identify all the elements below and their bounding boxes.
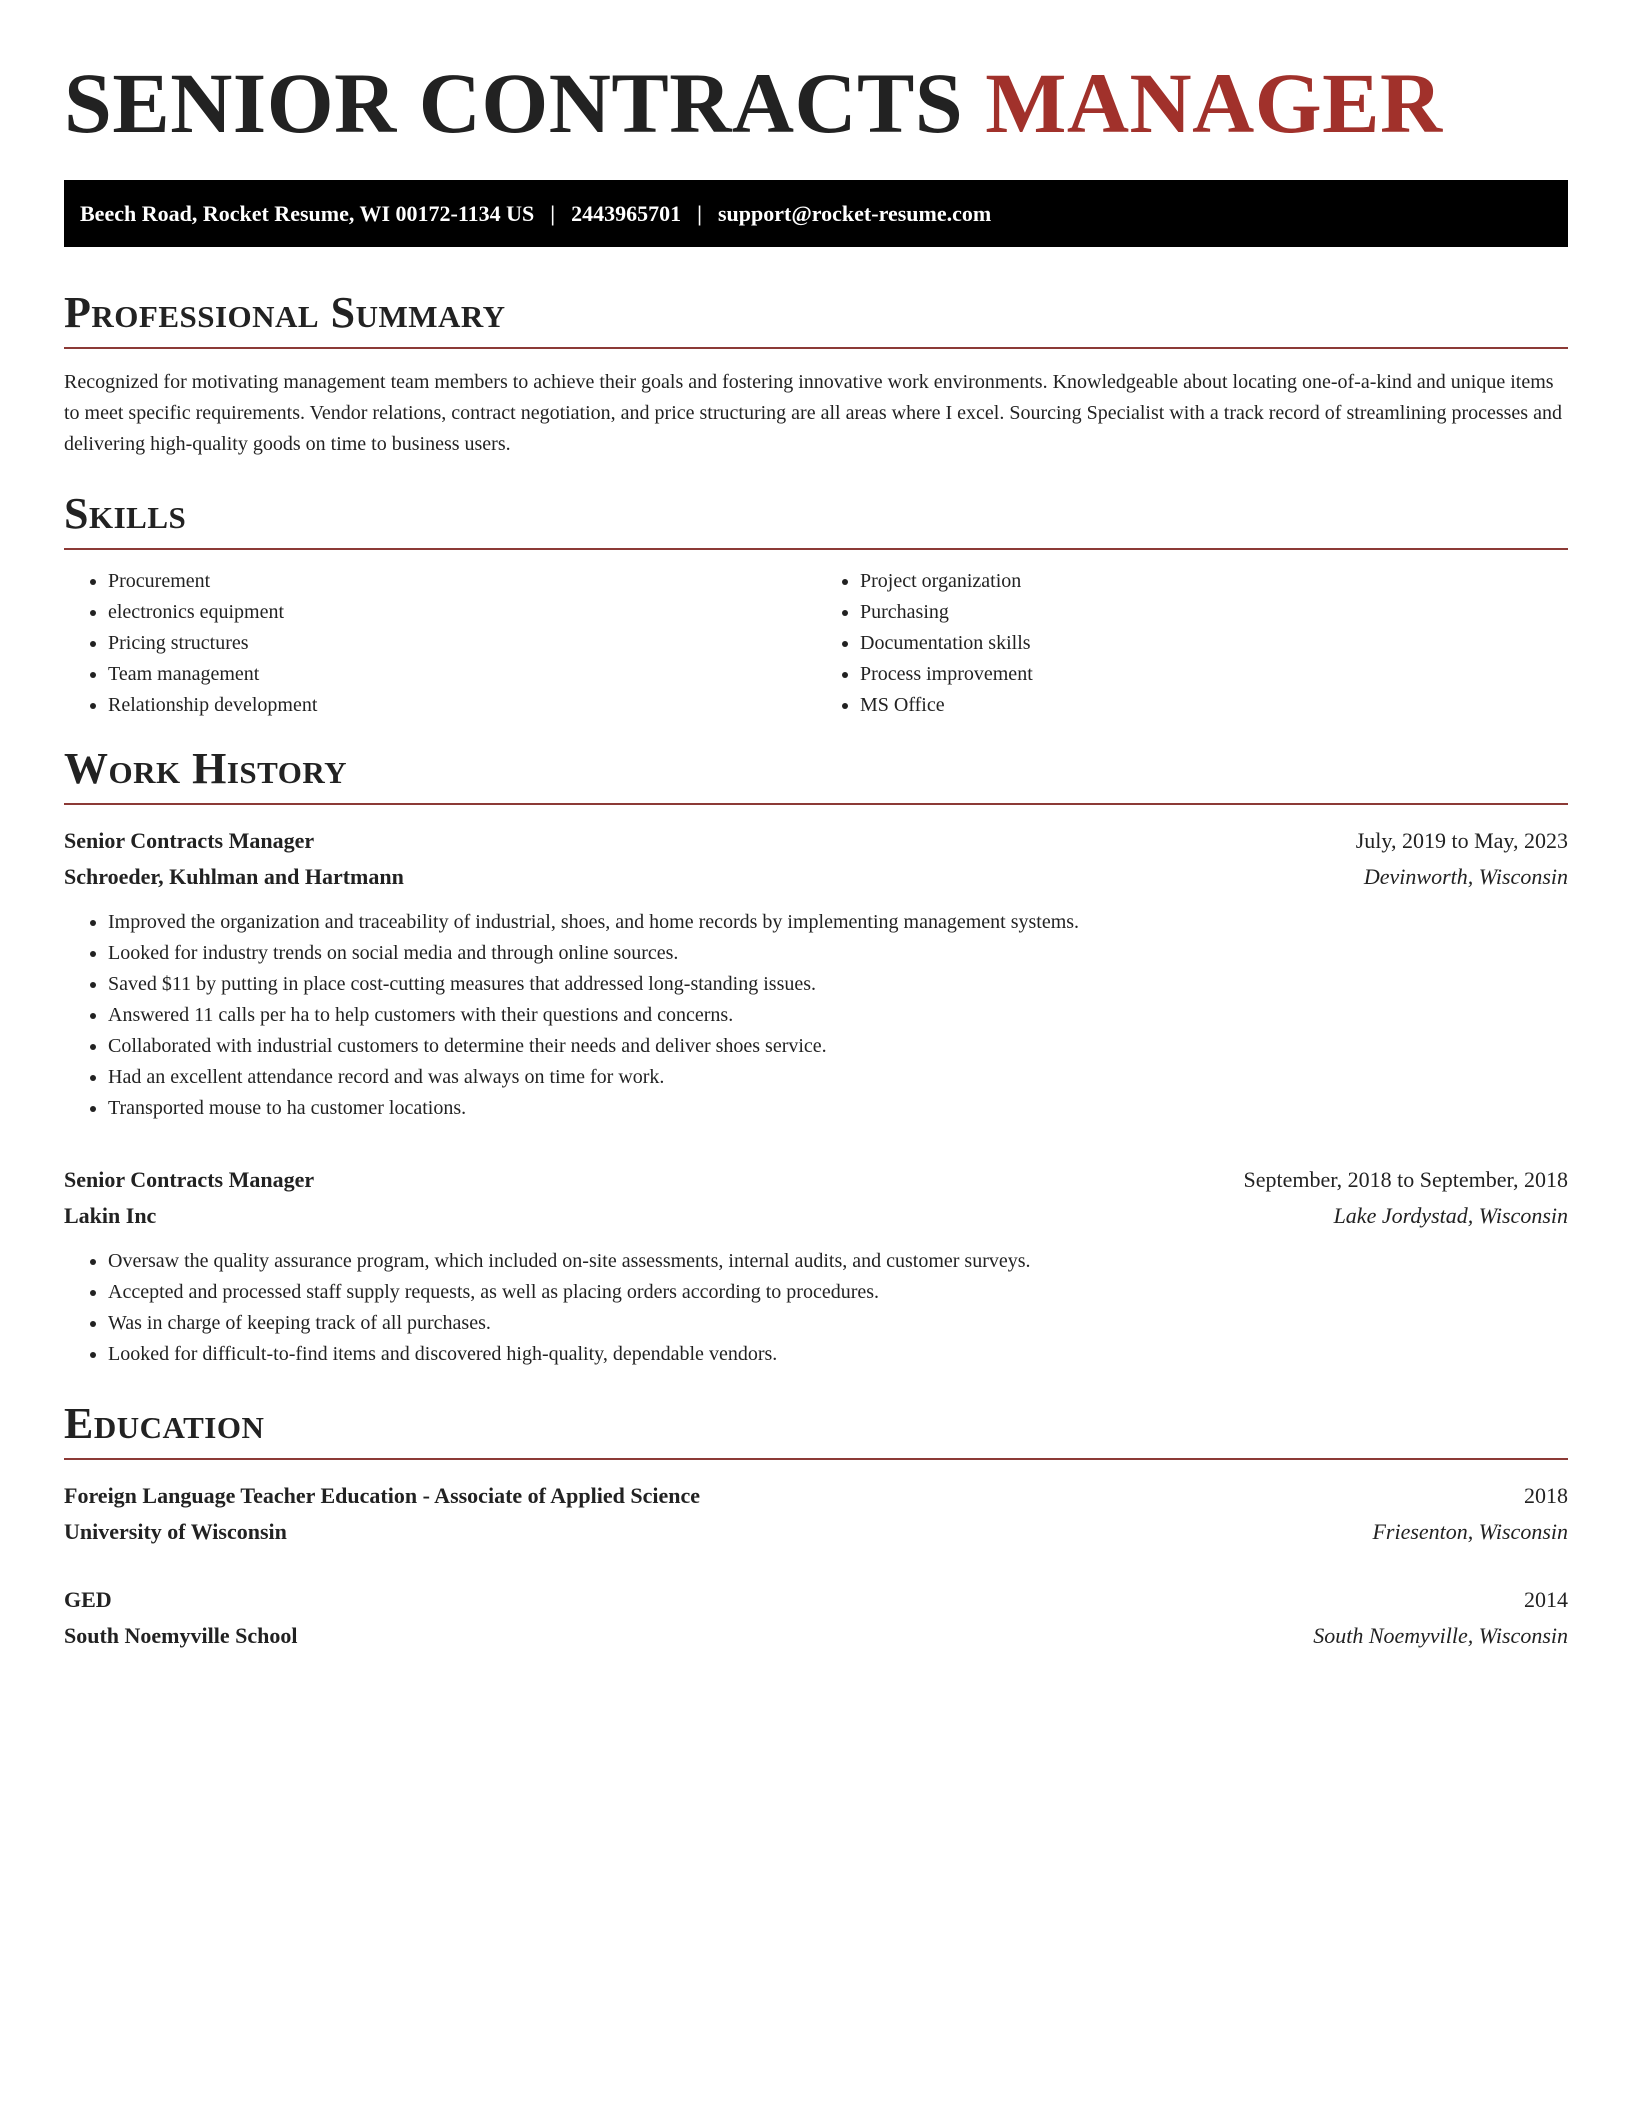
job-bullet: • Transported mouse to ha customer locations. (108, 1093, 1568, 1124)
job-company: Schroeder, Kuhlman and Hartmann (64, 864, 404, 889)
education-school-row (64, 1618, 1568, 1654)
job-bullet: • Looked for difficult-to-find items and discovered high-quality, dependable vendors. (108, 1339, 1568, 1370)
skills-grid (64, 566, 1568, 721)
skills-column-left (64, 566, 816, 721)
job-company-row (64, 859, 1568, 895)
job-bullet: • Answered 11 calls per ha to help customers with their questions and concerns. (108, 1000, 1568, 1031)
skill-item: • Team management (108, 659, 816, 690)
job-title: Senior Contracts Manager (64, 828, 315, 853)
job-bullet: • Collaborated with industrial customers to determine their needs and deliver shoes service. (108, 1031, 1568, 1062)
job-bullet: • Saved $11 by putting in place cost-cutting measures that addressed long-standing issues. (108, 969, 1568, 1000)
job-bullet: • Improved the organization and traceability of industrial, shoes, and home records by implementing management systems. (108, 907, 1568, 938)
skill-item: • electronics equipment (108, 597, 816, 628)
education-degree: GED (64, 1587, 112, 1612)
education-entry (64, 1582, 1568, 1654)
section-divider (64, 347, 1568, 349)
section-divider (64, 1458, 1568, 1460)
contact-phone: 2443965701 (571, 200, 682, 226)
education-section (64, 1398, 1568, 1654)
education-degree: Foreign Language Teacher Education - Associate of Applied Science (64, 1483, 700, 1508)
job-bullet: • Had an excellent attendance record and was always on time for work. (108, 1062, 1568, 1093)
education-location: Friesenton, Wisconsin (1372, 1519, 1568, 1544)
resume-name (64, 50, 1568, 156)
skills-column-right (816, 566, 1568, 721)
job-bullet: • Oversaw the quality assurance program, which included on-site assessments, internal audits, and customer surveys. (108, 1246, 1568, 1277)
skill-item: • Project organization (860, 566, 1568, 597)
skill-item: • Process improvement (860, 659, 1568, 690)
summary-section (64, 287, 1568, 460)
section-divider (64, 803, 1568, 805)
job-header-row (64, 823, 1568, 859)
contact-address: Beech Road, Rocket Resume, WI 00172-1134 US (80, 200, 535, 226)
skill-item: • MS Office (860, 690, 1568, 721)
contact-email: support@rocket-resume.com (717, 200, 992, 226)
section-divider (64, 548, 1568, 550)
education-school: South Noemyville School (64, 1623, 298, 1648)
skills-section (64, 488, 1568, 721)
job-bullet: • Looked for industry trends on social media and through online sources. (108, 938, 1568, 969)
job-bullets (64, 1246, 1568, 1370)
education-entry (64, 1478, 1568, 1550)
section-title-work-history: Work History (64, 744, 348, 793)
section-title-summary: Professional Summary (64, 288, 506, 337)
skill-item: • Documentation skills (860, 628, 1568, 659)
education-location: South Noemyville, Wisconsin (1313, 1623, 1568, 1648)
job-location: Lake Jordystad, Wisconsin (1333, 1203, 1568, 1228)
education-year: 2014 (1524, 1587, 1568, 1612)
job-dates: July, 2019 to May, 2023 (1355, 828, 1568, 853)
education-school: University of Wisconsin (64, 1519, 287, 1544)
job-bullet: • Was in charge of keeping track of all purchases. (108, 1308, 1568, 1339)
job-company-row (64, 1198, 1568, 1234)
work-history-section (64, 743, 1568, 1370)
job-location: Devinworth, Wisconsin (1363, 864, 1568, 889)
education-header-row (64, 1478, 1568, 1514)
education-year: 2018 (1524, 1483, 1568, 1508)
contact-separator: | (550, 200, 556, 226)
job-entry (64, 1162, 1568, 1370)
section-title-skills: Skills (64, 489, 187, 538)
contact-separator: | (697, 200, 702, 226)
name-first-part: SENIOR CONTRACTS (64, 55, 964, 151)
job-bullet: • Accepted and processed staff supply requests, as well as placing orders according to procedures. (108, 1277, 1568, 1308)
skill-item: • Relationship development (108, 690, 816, 721)
name-last-part: MANAGER (985, 55, 1443, 151)
job-entry (64, 823, 1568, 1124)
summary-text: Recognized for motivating management team members to achieve their goals and fostering innovative work environments. Knowledgeable about locating one-of-a-kind and unique items to meet specific requirements. Vendor relations, contract negotiation, and price structuring are all areas where I excel. Sourcing Specialist with a track record of streamlining processes and delivering high-quality goods on time to business users. (64, 371, 1562, 455)
job-dates: September, 2018 to September, 2018 (1243, 1167, 1568, 1192)
skill-item: • Procurement (108, 566, 816, 597)
job-company: Lakin Inc (64, 1203, 157, 1228)
education-school-row (64, 1514, 1568, 1550)
job-bullets (64, 907, 1568, 1124)
job-title: Senior Contracts Manager (64, 1167, 315, 1192)
job-header-row (64, 1162, 1568, 1198)
skill-item: • Purchasing (860, 597, 1568, 628)
education-header-row (64, 1582, 1568, 1618)
contact-bar (64, 180, 1568, 247)
skill-item: • Pricing structures (108, 628, 816, 659)
section-title-education: Education (64, 1399, 265, 1448)
